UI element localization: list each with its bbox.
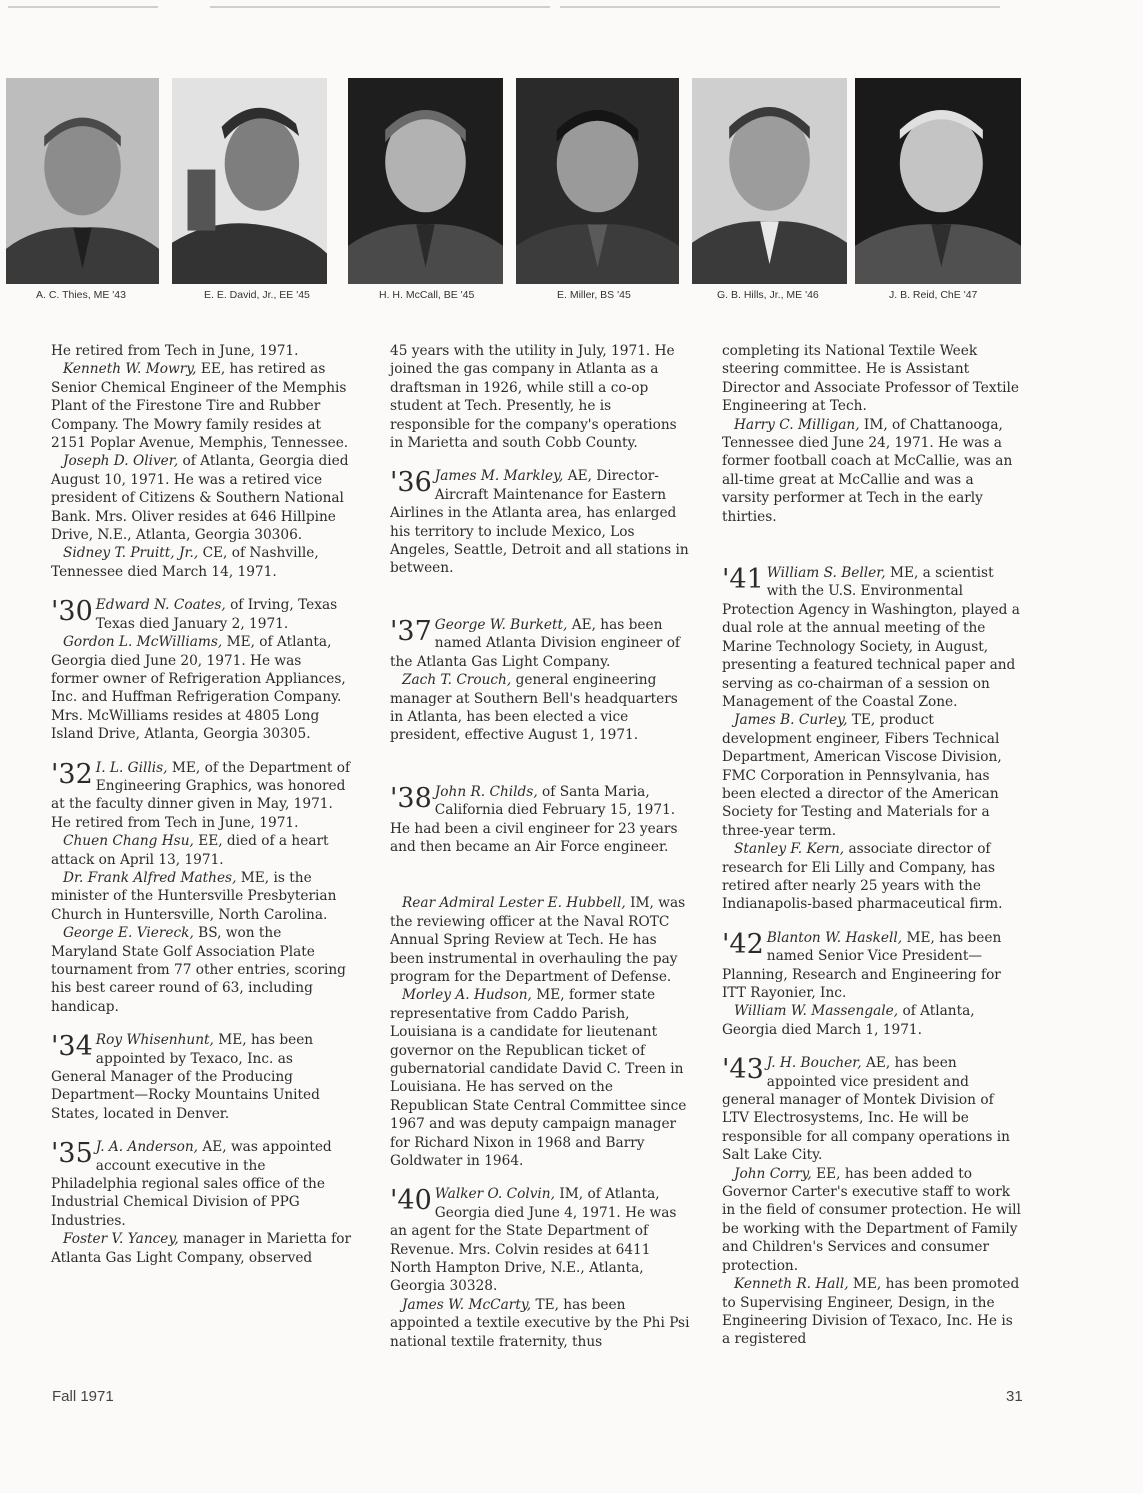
portrait-photo — [172, 78, 327, 284]
class-note: '35 J. A. Anderson, AE, was appointed account executive in the Philadelphia regional sales office of the Industrial Chemical Division of PPG Industries. — [51, 1138, 332, 1229]
page-number: 31 — [1006, 1388, 1023, 1405]
class-note: '43 J. H. Boucher, AE, has been appointed vice president and general manager of Montek Division of LTV Electrosystems, Inc. He will be responsible for all company operations in Salt Lake City. — [722, 1054, 1010, 1164]
portrait-caption: H. H. McCall, BE '45 — [379, 289, 475, 301]
portrait-caption: J. B. Reid, ChE '47 — [889, 289, 978, 301]
paragraph: George E. Viereck, BS, won the Maryland State Golf Association Plate tournament from 77 other entries, scoring his best career round of 63, including handicap. — [51, 925, 346, 1015]
class-year: '34 — [51, 1031, 93, 1063]
portrait-photo — [516, 78, 679, 284]
paragraph: Harry C. Milligan, IM, of Chattanooga, Tennessee died June 24, 1971. He was a former football coach at McCallie, was an all-time great at McCallie and was a varsity performer at Tech in the early thirties. — [722, 416, 1013, 525]
paragraph: Kenneth R. Hall, ME, has been promoted to Supervising Engineer, Design, in the Engineering Division of Texaco, Inc. He is a registered — [722, 1276, 1020, 1348]
paragraph: Foster V. Yancey, manager in Marietta for Atlanta Gas Light Company, observed — [51, 1231, 352, 1266]
paragraph: Morley A. Hudson, ME, former state representative from Caddo Parish, Louisiana is a candidate for lieutenant governor on the Republican ticket of gubernatorial candidate David C. Treen in Louisiana. He has served on the Republican State Central Committee since 1967 and was deputy campaign manager for Richard Nixon in 1968 and Barry Goldwater in 1964. — [390, 987, 687, 1170]
class-year: '32 — [51, 758, 93, 790]
paragraph: Dr. Frank Alfred Mathes, ME, is the minister of the Huntersville Presbyterian Church in Huntersville, North Carolina. — [51, 869, 337, 923]
paragraph: He retired from Tech in June, 1971. — [51, 343, 299, 359]
class-year: '38 — [390, 782, 432, 814]
class-note: '32 I. L. Gillis, ME, of the Department of Engineering Graphics, was honored at the faculty dinner given in May, 1971. He retired from Tech in June, 1971. — [51, 758, 351, 831]
class-year: '42 — [722, 928, 764, 960]
class-year: '43 — [722, 1054, 764, 1086]
class-note: '40 Walker O. Colvin, IM, of Atlanta, Georgia died June 4, 1971. He was an agent for the State Department of Revenue. Mrs. Colvin resides at 6411 North Hampton Drive, N.E., Atlanta, Georgia 30328. — [390, 1185, 677, 1295]
class-year: '41 — [722, 564, 764, 596]
paragraph: James W. McCarty, TE, has been appointed a textile executive by the Phi Psi national textile fraternity, thus — [390, 1296, 690, 1350]
class-note: '36 James M. Markley, AE, Director-Aircraft Maintenance for Eastern Airlines in the Atlanta area, has enlarged his territory to include Mexico, Los Angeles, Seattle, Detroit and all stations in between. — [390, 467, 689, 577]
portrait-captions — [0, 289, 1143, 305]
class-year: '37 — [390, 615, 432, 647]
portrait-caption: E. E. David, Jr., EE '45 — [204, 289, 310, 301]
paragraph: Zach T. Crouch, general engineering manager at Southern Bell's headquarters in Atlanta, has been elected a vice president, effective August 1, 1971. — [390, 672, 678, 744]
class-year: '30 — [51, 596, 93, 628]
top-rule-right — [560, 6, 1000, 8]
column-2 — [390, 342, 690, 1351]
portrait-caption: G. B. Hills, Jr., ME '46 — [717, 289, 819, 301]
paragraph: Chuen Chang Hsu, EE, died of a heart attack on April 13, 1971. — [51, 833, 329, 868]
class-note: '42 Blanton W. Haskell, ME, has been named Senior Vice President—Planning, Research and Engineering for ITT Rayonier, Inc. — [722, 928, 1002, 1001]
top-rule-middle — [210, 6, 550, 8]
column-1 — [51, 342, 351, 1267]
class-note: '38 John R. Childs, of Santa Maria, California died February 15, 1971. He had been a civil engineer for 23 years and then became an Air Force engineer. — [390, 782, 678, 855]
paragraph: Joseph D. Oliver, of Atlanta, Georgia died August 10, 1971. He was a retired vice president of Citizens & Southern National Bank. Mrs. Oliver resides at 646 Hillpine Drive, N.E., Atlanta, Georgia 30306. — [51, 453, 349, 544]
paragraph: John Corry, EE, has been added to Governor Carter's executive staff to work in the field of consumer protection. He will be working with the Department of Family and Children's Services and consumer protection. — [722, 1165, 1021, 1274]
paragraph: Gordon L. McWilliams, ME, of Atlanta, Georgia died June 20, 1971. He was former owner of Refrigeration Appliances, Inc. and Huffman Refrigeration Company. Mrs. McWilliams resides at 4805 Long Island Drive, Atlanta, Georgia 30305. — [51, 634, 346, 743]
portrait-caption: A. C. Thies, ME '43 — [36, 289, 126, 301]
portrait-row — [6, 78, 1026, 288]
class-year: '35 — [51, 1138, 93, 1170]
paragraph: completing its National Textile Week steering committee. He is Assistant Director and Associate Professor of Textile Engineering at Tech. — [722, 343, 1019, 415]
class-note: '41 William S. Beller, ME, a scientist with the U.S. Environmental Protection Agency in Washington, played a dual role at the annual meeting of the Marine Technology Society, in August, presenting a featured technical paper and serving as co-chairman of a session on Management of the Coastal Zone. — [722, 564, 1020, 710]
portrait-photo — [692, 78, 847, 284]
column-3 — [722, 342, 1022, 1349]
portrait-photo — [348, 78, 503, 284]
top-rule-left — [8, 6, 158, 8]
paragraph: Rear Admiral Lester E. Hubbell, IM, was the reviewing officer at the Naval ROTC Annual Spring Review at Tech. He has been instrumental in overhauling the pay program for the Department of Defense. — [390, 895, 686, 985]
class-year: '36 — [390, 467, 432, 499]
paragraph: 45 years with the utility in July, 1971. He joined the gas company in Atlanta as a draftsman in 1926, while still a co-op student at Tech. Presently, he is responsible for the company's operations in Marietta and south Cobb County. — [390, 343, 677, 452]
paragraph: William W. Massengale, of Atlanta, Georgia died March 1, 1971. — [722, 1003, 975, 1038]
paragraph: Stanley F. Kern, associate director of research for Eli Lilly and Company, has retired after nearly 25 years with the Indianapolis-based pharmaceutical firm. — [722, 841, 1003, 913]
portrait-photo — [6, 78, 159, 284]
portrait-caption: E. Miller, BS '45 — [557, 289, 631, 301]
paragraph: James B. Curley, TE, product development engineer, Fibers Technical Department, American Viscose Division, FMC Corporation in Pennsylvania, has been elected a director of the American Society for Testing and Materials for a three-year term. — [722, 712, 1002, 839]
class-note: '37 George W. Burkett, AE, has been named Atlanta Division engineer of the Atlanta Gas Light Company. — [390, 615, 680, 670]
paragraph: Sidney T. Pruitt, Jr., CE, of Nashville, Tennessee died March 14, 1971. — [51, 545, 319, 580]
class-note: '30 Edward N. Coates, of Irving, Texas Texas died January 2, 1971. — [51, 596, 338, 632]
class-year: '40 — [390, 1185, 432, 1217]
paragraph: Kenneth W. Mowry, EE, has retired as Senior Chemical Engineer of the Memphis Plant of the Firestone Tire and Rubber Company. The Mowry family resides at 2151 Poplar Avenue, Memphis, Tennessee. — [51, 361, 349, 452]
portrait-photo — [855, 78, 1021, 284]
issue-label: Fall 1971 — [52, 1388, 114, 1405]
class-note: '34 Roy Whisenhunt, ME, has been appointed by Texaco, Inc. as General Manager of the Producing Department—Rocky Mountains United States, located in Denver. — [51, 1031, 320, 1122]
